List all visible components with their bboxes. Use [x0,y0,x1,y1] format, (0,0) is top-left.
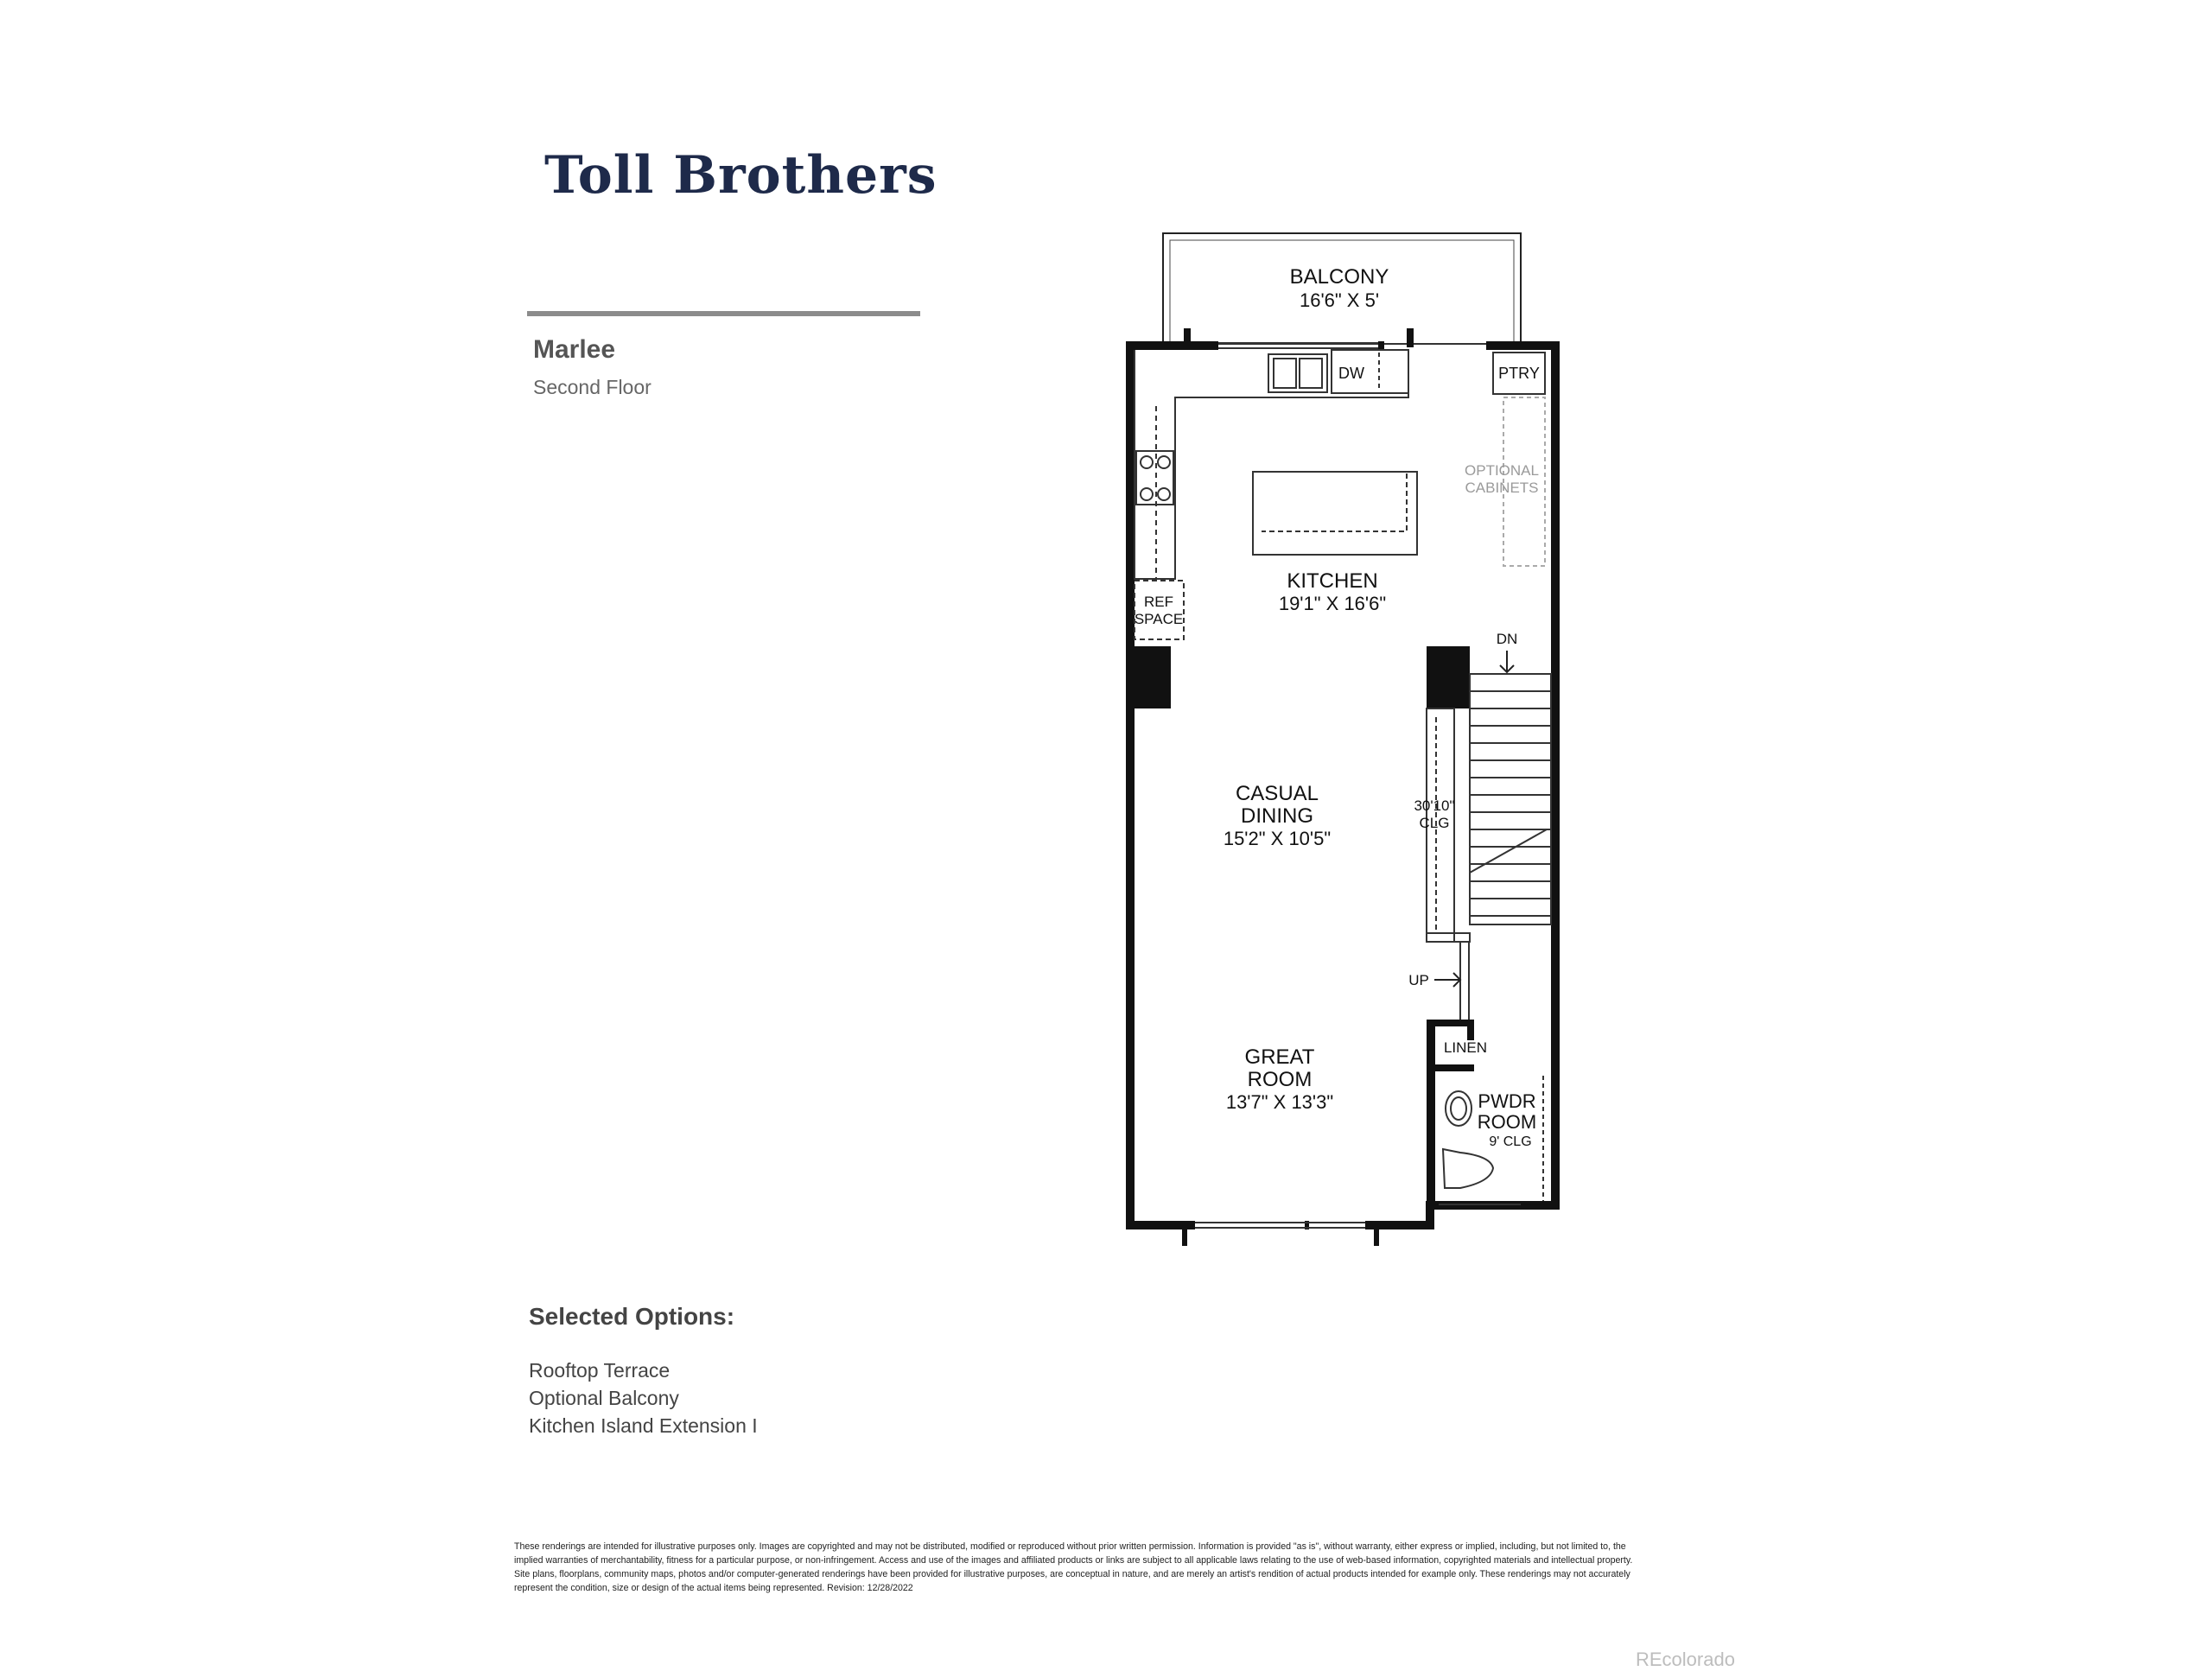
powder-room-label-1: PWDR [1478,1090,1536,1112]
powder-room-ceiling: 9' CLG [1489,1134,1532,1149]
kitchen-size: 19'1" X 16'6" [1278,593,1387,614]
casual-dining-label-2: DINING [1241,804,1313,828]
powder-room-label-2: ROOM [1477,1111,1537,1133]
casual-dining-label-1: CASUAL [1235,782,1319,805]
optional-cabinets-label-2: CABINETS [1465,480,1539,496]
ceiling-label: CLG [1419,815,1450,831]
ref-space-label-2: SPACE [1134,611,1184,627]
selected-options-list [529,1356,758,1439]
staircase [1427,674,1551,1020]
legal-disclaimer: These renderings are intended for illustrative purposes only. Images are copyrighted and may not be distributed, modified or reproduced without prior written permission. Information is provided "as is", without warranty, either express or implied, including, but not limited to, the implied warranties of merchantability, fitness for a particular purpose, or non-infringement. Access and use of the images and affiliated products or links are subject to all applicable laws relating to the use of web-based information, copyrighted materials and intellectual property. Site plans, floorplans, community maps, photos and/or computer-generated renderings have been provided for illustrative purposes, are conceptual in nature, and are merely an artist's rendition of actual products intended for example only. These renderings may not accurately represent the condition, size or design of the actual items being represented. Revision: 12/28/2022 [514,1541,1633,1593]
stairs-down-label: DN [1496,631,1518,647]
model-name: Marlee [533,335,616,364]
ref-space-label-1: REF [1144,594,1173,610]
recolorado-watermark: REcolorado [1636,1649,1735,1670]
dishwasher-label: DW [1338,365,1364,382]
kitchen-label: KITCHEN [1287,569,1378,593]
option-item: Optional Balcony [529,1387,679,1409]
balcony-label: BALCONY [1289,265,1389,289]
floor-name: Second Floor [533,376,652,398]
balcony-outline [1163,233,1521,344]
great-room-label-1: GREAT [1244,1045,1315,1069]
balcony-size: 16'6" X 5' [1299,289,1380,311]
option-item: Kitchen Island Extension I [529,1414,758,1437]
selected-options-title: Selected Options: [529,1303,735,1330]
linen-label: LINEN [1443,1039,1488,1056]
ceiling-height: 30'10" [1414,797,1455,814]
option-item: Rooftop Terrace [529,1359,671,1382]
great-room-size: 13'7" X 13'3" [1225,1091,1334,1113]
kitchen-island [1253,472,1417,555]
great-room-label-2: ROOM [1247,1068,1313,1091]
pantry-label: PTRY [1498,365,1540,382]
toll-brothers-logo: Toll Brothers [544,145,938,206]
optional-cabinets-label-1: OPTIONAL [1465,462,1539,479]
casual-dining-size: 15'2" X 10'5" [1223,828,1332,849]
stairs-up-label: UP [1408,972,1429,988]
